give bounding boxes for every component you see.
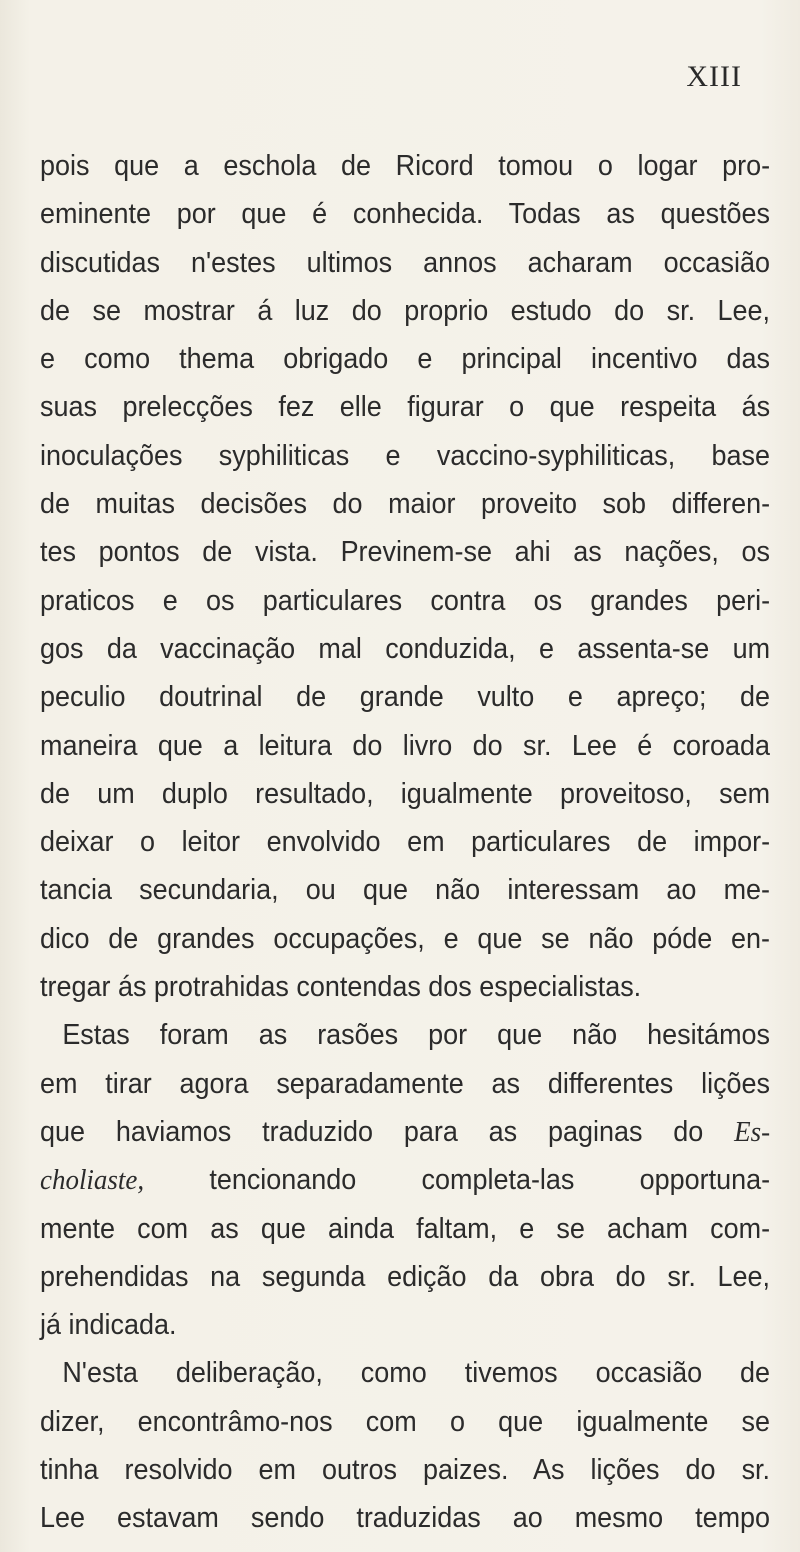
text-line: tes pontos de vista. Previnem-se ahi as nações, os [40, 536, 771, 569]
text-line: já indicada. [40, 1309, 177, 1342]
text-line: em tirar agora separadamente as differentes lições [40, 1067, 771, 1100]
body-text [40, 142, 771, 1543]
text-line: deixar o leitor envolvido em particulares de impor- [40, 826, 771, 859]
periodical-title-italic: choliaste, [40, 1164, 145, 1197]
text-line: gos da vaccinação mal conduzida, e assenta-se um [40, 632, 771, 665]
text-line: inoculações syphiliticas e vaccino-syphiliticas, base [40, 439, 771, 472]
text-line: peculio doutrinal de grande vulto e apreço; de [40, 681, 771, 714]
text-line: dico de grandes occupações, e que se não póde en- [40, 922, 771, 955]
text-segment: tencionando completa-las opportuna- [209, 1164, 771, 1197]
text-line: tancia secundaria, ou que não interessam ao me- [40, 874, 771, 907]
text-line: eminente por que é conhecida. Todas as questões [40, 198, 771, 231]
text-line: Lee estavam sendo traduzidas ao mesmo tempo [40, 1502, 771, 1535]
text-line: N'esta deliberação, como tivemos occasião de [62, 1357, 771, 1390]
text-line: Estas foram as rasões por que não hesitámos [62, 1019, 771, 1052]
periodical-title-italic: Es- [734, 1115, 771, 1148]
text-line: prehendidas na segunda edição da obra do sr. Lee, [40, 1260, 771, 1293]
text-line-mixed [40, 1108, 770, 1156]
text-line: discutidas n'estes ultimos annos acharam occasião [40, 246, 771, 279]
text-line: tregar ás protrahidas contendas dos especialistas. [40, 971, 642, 1004]
text-line: tinha resolvido em outros paizes. As lições do sr. [40, 1454, 771, 1487]
text-line: e como thema obrigado e principal incentivo das [40, 343, 771, 376]
page-number: XIII [686, 60, 742, 93]
text-line: pois que a eschola de Ricord tomou o logar pro- [40, 150, 771, 182]
text-line: praticos e os particulares contra os grandes peri- [40, 584, 771, 617]
text-line: mente com as que ainda faltam, e se acham com- [40, 1212, 771, 1245]
text-line-mixed [40, 1156, 770, 1204]
text-line: dizer, encontrâmo-nos com o que igualmente se [40, 1405, 771, 1438]
text-line: suas prelecções fez elle figurar o que respeita ás [40, 391, 771, 424]
text-line: de se mostrar á luz do proprio estudo do sr. Lee, [40, 294, 771, 327]
text-segment: que haviamos traduzido para as paginas do [40, 1115, 704, 1148]
text-line: maneira que a leitura do livro do sr. Lee é coroada [40, 729, 771, 762]
text-line: de muitas decisões do maior proveito sob differen- [40, 488, 771, 521]
text-line: de um duplo resultado, igualmente proveitoso, sem [40, 777, 771, 810]
